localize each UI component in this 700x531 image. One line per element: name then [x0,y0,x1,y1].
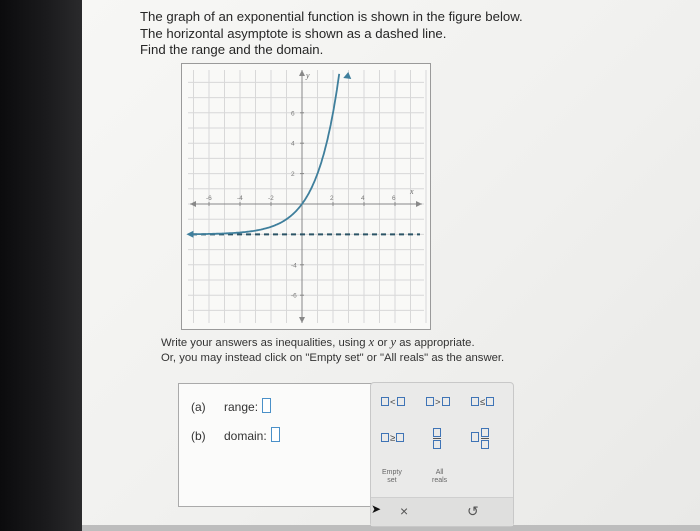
x-tick-label: 2 [330,195,334,202]
x-tick-label: 4 [361,195,365,202]
curve-left-arrow [186,231,193,238]
question-line-3: Find the range and the domain. [140,42,324,57]
x-tick-label: -6 [206,195,212,202]
y-axis-label: y [306,71,310,80]
domain-label: domain: [224,429,267,443]
y-tick-label: -4 [291,262,297,270]
part-a-label: (a) [191,400,206,414]
fraction-key[interactable] [433,427,441,450]
y-tick-label: 4 [291,140,295,148]
y-tick-label: -6 [291,292,297,300]
question-text [140,9,523,59]
greater-equal-key[interactable]: ≥ [381,433,404,444]
graph-canvas [182,64,430,329]
all-reals-button[interactable]: All reals [432,469,448,484]
domain-row [191,427,280,443]
x-tick-label: 6 [392,195,396,202]
problem-screen [82,0,700,525]
part-b-label: (b) [191,429,206,443]
instructions [161,335,504,366]
range-row [191,398,271,414]
range-input[interactable] [262,398,271,413]
question-line-2: The horizontal asymptote is shown as a dashed line. [140,25,447,41]
question-line-1: The graph of an exponential function is shown in the figure below. [140,9,523,24]
x-axis-label: x [410,187,414,196]
x-tick-label: -2 [268,195,274,202]
domain-input[interactable] [271,427,280,442]
undo-icon[interactable]: ↺ [467,503,479,519]
curve-top-arrow [343,72,351,79]
greater-than-key[interactable]: > [426,397,450,408]
math-keypad [370,382,514,527]
instruction-line-1: Write your answers as inequalities, using x or y as appropriate. [161,335,475,349]
empty-set-button[interactable]: Empty set [382,469,402,484]
y-tick-label: 6 [291,110,295,118]
x-tick-label: -4 [237,195,243,202]
keypad-action-bar [371,497,513,526]
mouse-cursor-icon: ➤ [371,502,382,516]
mixed-number-key[interactable] [471,427,489,450]
y-tick-label: 2 [291,171,295,179]
y-axis-arrow [299,317,305,323]
less-equal-key[interactable]: ≤ [471,397,494,408]
x-axis-arrow [416,201,422,207]
y-axis-arrow [299,70,305,76]
instruction-line-2: Or, you may instead click on "Empty set" or "All reals" as the answer. [161,352,505,364]
clear-icon[interactable]: × [400,503,409,519]
monitor-bezel [0,0,82,531]
range-label: range: [224,400,259,414]
exponential-graph [181,63,431,330]
less-than-key[interactable]: < [381,397,405,408]
